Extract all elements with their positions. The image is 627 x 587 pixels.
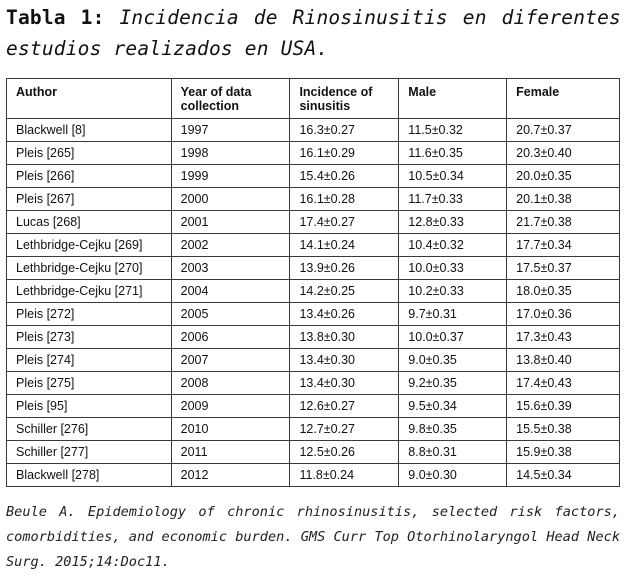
table-row xyxy=(7,418,620,441)
female-cell: 13.8±0.40 xyxy=(507,349,620,372)
male-cell: 9.0±0.30 xyxy=(399,464,507,487)
author-cell: Schiller [277] xyxy=(7,441,172,464)
female-cell: 15.5±0.38 xyxy=(507,418,620,441)
table-row xyxy=(7,372,620,395)
year-cell: 1998 xyxy=(171,142,290,165)
female-cell: 17.4±0.43 xyxy=(507,372,620,395)
year-cell: 2005 xyxy=(171,303,290,326)
author-cell: Pleis [267] xyxy=(7,188,172,211)
incidence-cell: 16.1±0.28 xyxy=(290,188,399,211)
table-caption xyxy=(6,2,621,64)
male-cell: 9.8±0.35 xyxy=(399,418,507,441)
table-header-row xyxy=(7,79,620,119)
male-cell: 9.5±0.34 xyxy=(399,395,507,418)
male-cell: 10.2±0.33 xyxy=(399,280,507,303)
female-cell: 15.6±0.39 xyxy=(507,395,620,418)
incidence-cell: 13.4±0.30 xyxy=(290,349,399,372)
author-cell: Pleis [273] xyxy=(7,326,172,349)
table-row xyxy=(7,464,620,487)
author-cell: Blackwell [8] xyxy=(7,119,172,142)
male-cell: 9.0±0.35 xyxy=(399,349,507,372)
caption-label: Tabla 1: xyxy=(6,6,105,29)
year-cell: 2001 xyxy=(171,211,290,234)
female-cell: 17.7±0.34 xyxy=(507,234,620,257)
source-citation: Beule A. Epidemiology of chronic rhinosinusitis, selected risk factors, comorbidities, and economic burden. GMS Curr Top Otorhinolaryngol Head Neck Surg. 2015;14:Doc11. xyxy=(6,504,620,570)
header-female: Female xyxy=(507,79,620,119)
year-cell: 2008 xyxy=(171,372,290,395)
female-cell: 17.0±0.36 xyxy=(507,303,620,326)
table-row xyxy=(7,349,620,372)
author-cell: Blackwell [278] xyxy=(7,464,172,487)
year-cell: 2002 xyxy=(171,234,290,257)
male-cell: 11.5±0.32 xyxy=(399,119,507,142)
author-cell: Lethbridge-Cejku [271] xyxy=(7,280,172,303)
author-cell: Pleis [274] xyxy=(7,349,172,372)
table-row xyxy=(7,395,620,418)
incidence-cell: 12.7±0.27 xyxy=(290,418,399,441)
male-cell: 11.6±0.35 xyxy=(399,142,507,165)
incidence-cell: 17.4±0.27 xyxy=(290,211,399,234)
incidence-cell: 16.3±0.27 xyxy=(290,119,399,142)
year-cell: 2006 xyxy=(171,326,290,349)
header-author: Author xyxy=(7,79,172,119)
author-cell: Schiller [276] xyxy=(7,418,172,441)
male-cell: 11.7±0.33 xyxy=(399,188,507,211)
year-cell: 2010 xyxy=(171,418,290,441)
incidence-cell: 12.6±0.27 xyxy=(290,395,399,418)
table-row xyxy=(7,257,620,280)
author-cell: Lethbridge-Cejku [270] xyxy=(7,257,172,280)
table-row xyxy=(7,326,620,349)
female-cell: 15.9±0.38 xyxy=(507,441,620,464)
table-row xyxy=(7,142,620,165)
incidence-cell: 13.9±0.26 xyxy=(290,257,399,280)
year-cell: 1999 xyxy=(171,165,290,188)
header-male: Male xyxy=(399,79,507,119)
year-cell: 2004 xyxy=(171,280,290,303)
year-cell: 2011 xyxy=(171,441,290,464)
table-row xyxy=(7,119,620,142)
table-row xyxy=(7,234,620,257)
female-cell: 20.7±0.37 xyxy=(507,119,620,142)
table-row xyxy=(7,211,620,234)
incidence-cell: 13.8±0.30 xyxy=(290,326,399,349)
year-cell: 2000 xyxy=(171,188,290,211)
year-cell: 2012 xyxy=(171,464,290,487)
incidence-cell: 13.4±0.26 xyxy=(290,303,399,326)
table-row xyxy=(7,303,620,326)
table-row xyxy=(7,188,620,211)
male-cell: 9.2±0.35 xyxy=(399,372,507,395)
header-year: Year of data collection xyxy=(171,79,290,119)
female-cell: 18.0±0.35 xyxy=(507,280,620,303)
male-cell: 10.5±0.34 xyxy=(399,165,507,188)
female-cell: 14.5±0.34 xyxy=(507,464,620,487)
table-body xyxy=(7,119,620,487)
female-cell: 20.0±0.35 xyxy=(507,165,620,188)
author-cell: Lethbridge-Cejku [269] xyxy=(7,234,172,257)
female-cell: 20.3±0.40 xyxy=(507,142,620,165)
incidence-cell: 14.1±0.24 xyxy=(290,234,399,257)
author-cell: Pleis [275] xyxy=(7,372,172,395)
male-cell: 12.8±0.33 xyxy=(399,211,507,234)
incidence-cell: 15.4±0.26 xyxy=(290,165,399,188)
male-cell: 10.0±0.37 xyxy=(399,326,507,349)
author-cell: Pleis [95] xyxy=(7,395,172,418)
female-cell: 17.3±0.43 xyxy=(507,326,620,349)
table-row xyxy=(7,280,620,303)
author-cell: Pleis [272] xyxy=(7,303,172,326)
year-cell: 2003 xyxy=(171,257,290,280)
year-cell: 2009 xyxy=(171,395,290,418)
female-cell: 20.1±0.38 xyxy=(507,188,620,211)
author-cell: Pleis [266] xyxy=(7,165,172,188)
author-cell: Lucas [268] xyxy=(7,211,172,234)
incidence-cell: 11.8±0.24 xyxy=(290,464,399,487)
caption-text: Incidencia de Rinosinusitis en diferentes estudios realizados en USA. xyxy=(6,6,621,60)
author-cell: Pleis [265] xyxy=(7,142,172,165)
year-cell: 1997 xyxy=(171,119,290,142)
female-cell: 21.7±0.38 xyxy=(507,211,620,234)
incidence-cell: 14.2±0.25 xyxy=(290,280,399,303)
male-cell: 9.7±0.31 xyxy=(399,303,507,326)
male-cell: 8.8±0.31 xyxy=(399,441,507,464)
header-incidence: Incidence of sinusitis xyxy=(290,79,399,119)
incidence-cell: 16.1±0.29 xyxy=(290,142,399,165)
incidence-cell: 13.4±0.30 xyxy=(290,372,399,395)
table-row xyxy=(7,441,620,464)
female-cell: 17.5±0.37 xyxy=(507,257,620,280)
year-cell: 2007 xyxy=(171,349,290,372)
male-cell: 10.4±0.32 xyxy=(399,234,507,257)
incidence-table xyxy=(6,78,620,487)
table-row xyxy=(7,165,620,188)
incidence-cell: 12.5±0.26 xyxy=(290,441,399,464)
male-cell: 10.0±0.33 xyxy=(399,257,507,280)
